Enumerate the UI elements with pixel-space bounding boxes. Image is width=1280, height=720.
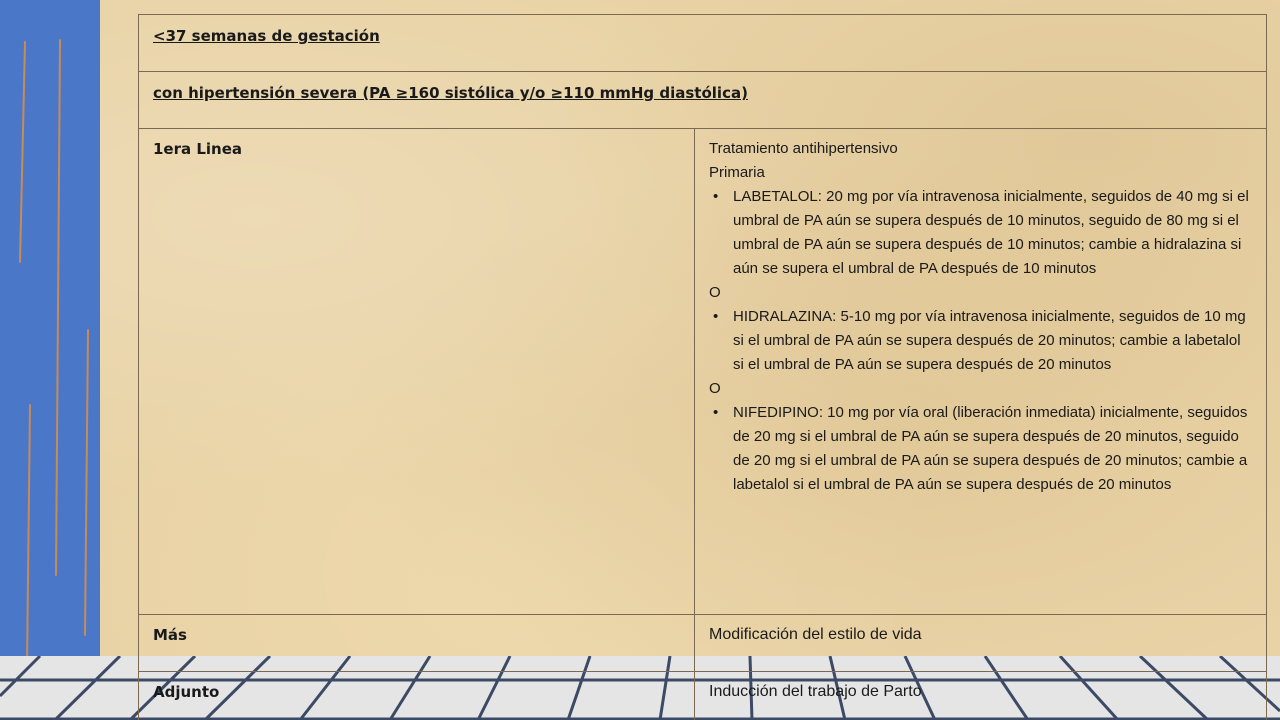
treatment-list-2: [709, 305, 1252, 377]
treatment-list-3: [709, 401, 1252, 497]
header-gestation: <37 semanas de gestación: [139, 15, 1267, 72]
bullet-nifedipino: • NIFEDIPINO: 10 mg por vía oral (liberación inmediata) inicialmente, seguidos de 20 mg si el umbral de PA aún se supera después de 20 minutos, seguido de 20 mg si el umbral de PA aún se supera después de 20 minutos; cambie a labetalol si el umbral de PA aún se supera después de 20 minutos: [733, 401, 1252, 497]
header-row-gestation: [139, 15, 1267, 72]
or-separator-2: O: [709, 380, 721, 397]
treatment-list-1: [709, 185, 1252, 281]
row-value-mas: Modificación del estilo de vida: [695, 615, 1267, 672]
table-row-first-line: [139, 129, 1267, 615]
table-row-adjunto: [139, 672, 1267, 720]
treatment-cell: [695, 129, 1267, 615]
treatment-subtitle: Primaria: [709, 164, 765, 181]
row-label-first-line: 1era Linea: [139, 129, 695, 615]
bullet-labetalol: • LABETALOL: 20 mg por vía intravenosa inicialmente, seguidos de 40 mg si el umbral de PA aún se supera después de 10 minutos, seguido de 80 mg si el umbral de PA aún se supera después de 10 minutos; cambie a hidralazina si aún se supera el umbral de PA después de 10 minutos: [733, 185, 1252, 281]
header-row-hypertension: [139, 72, 1267, 129]
side-decoration-lines: [0, 0, 100, 680]
or-separator-1: O: [709, 284, 721, 301]
table-row-mas: [139, 615, 1267, 672]
treatment-table: [138, 14, 1267, 720]
row-label-mas: Más: [139, 615, 695, 672]
row-label-adjunto: Adjunto: [139, 672, 695, 720]
side-decoration-panel: [0, 0, 100, 680]
row-value-adjunto: Inducción del trabajo de Parto: [695, 672, 1267, 720]
header-hypertension: con hipertensión severa (PA ≥160 sistólica y/o ≥110 mmHg diastólica): [139, 72, 1267, 129]
bullet-hidralazina: • HIDRALAZINA: 5-10 mg por vía intravenosa inicialmente, seguidos de 10 mg si el umbral de PA aún se supera después de 20 minutos; cambie a labetalol si el umbral de PA aún se supera después de 20 minutos: [733, 305, 1252, 377]
treatment-title: Tratamiento antihipertensivo: [709, 140, 898, 157]
